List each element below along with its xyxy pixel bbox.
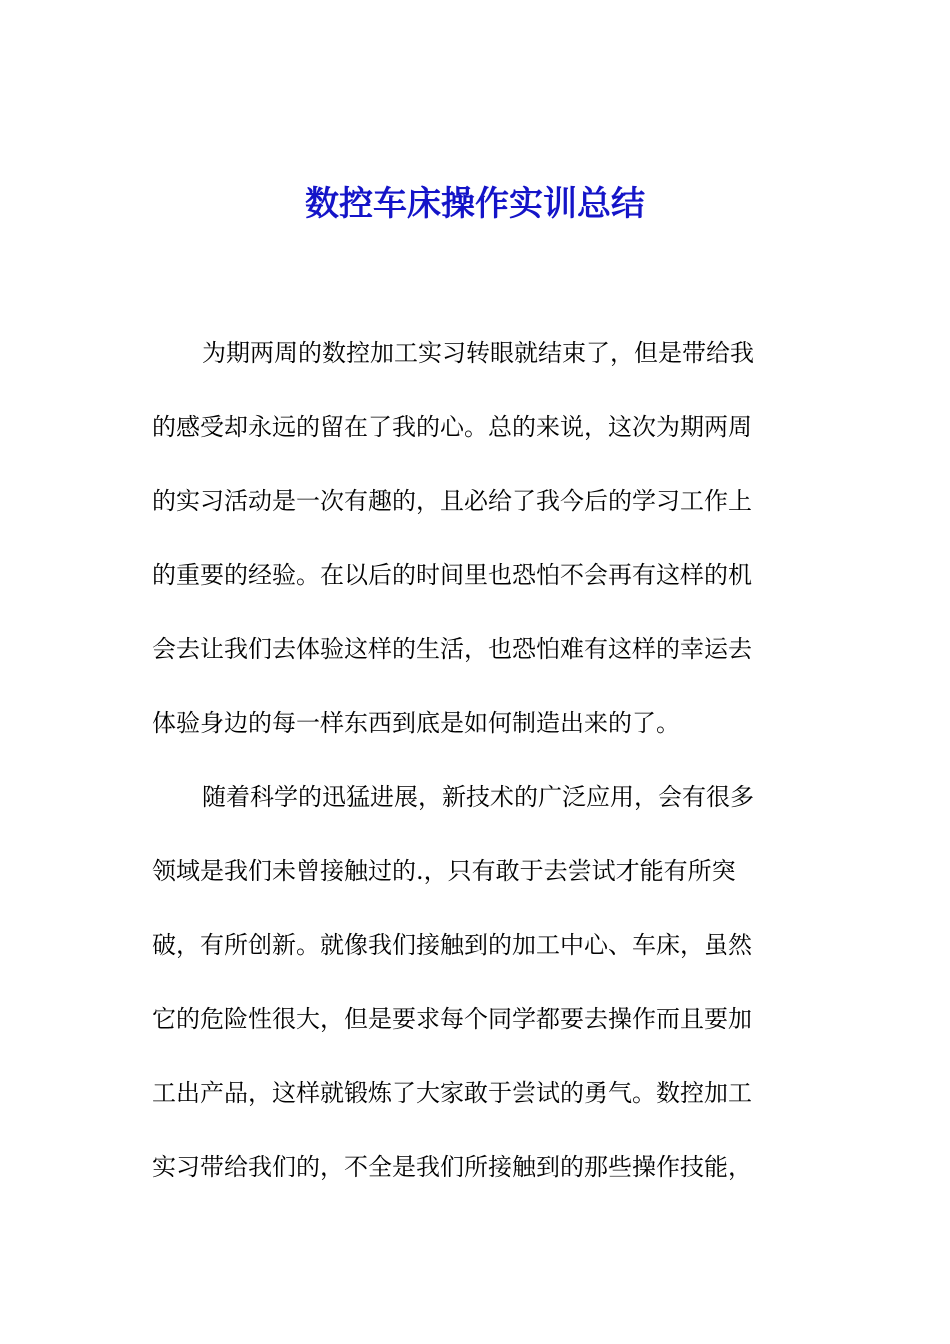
text-line: 破，有所创新。就像我们接触到的加工中心、车床，虽然 [152, 931, 752, 959]
document-title: 数控车床操作实训总结 [305, 184, 645, 224]
text-line: 的感受却永远的留在了我的心。总的来说，这次为期两周 [152, 413, 752, 441]
text-line: 工出产品，这样就锻炼了大家敢于尝试的勇气。数控加工 [152, 1079, 752, 1107]
text-line: 它的危险性很大，但是要求每个同学都要去操作而且要加 [152, 1005, 752, 1033]
text-line: 为期两周的数控加工实习转眼就结束了，但是带给我 [202, 339, 754, 367]
text-line: 领域是我们未曾接触过的.，只有敢于去尝试才能有所突 [152, 857, 736, 885]
document-body [152, 326, 792, 1214]
text-line: 实习带给我们的，不全是我们所接触到的那些操作技能， [152, 1153, 752, 1181]
text-line: 随着科学的迅猛进展，新技术的广泛应用，会有很多 [202, 783, 754, 811]
text-line: 的重要的经验。在以后的时间里也恐怕不会再有这样的机 [152, 561, 752, 589]
text-line: 会去让我们去体验这样的生活，也恐怕难有这样的幸运去 [152, 635, 752, 663]
text-line: 的实习活动是一次有趣的，且必给了我今后的学习工作上 [152, 487, 752, 515]
text-line: 体验身边的每一样东西到底是如何制造出来的了。 [152, 709, 680, 737]
